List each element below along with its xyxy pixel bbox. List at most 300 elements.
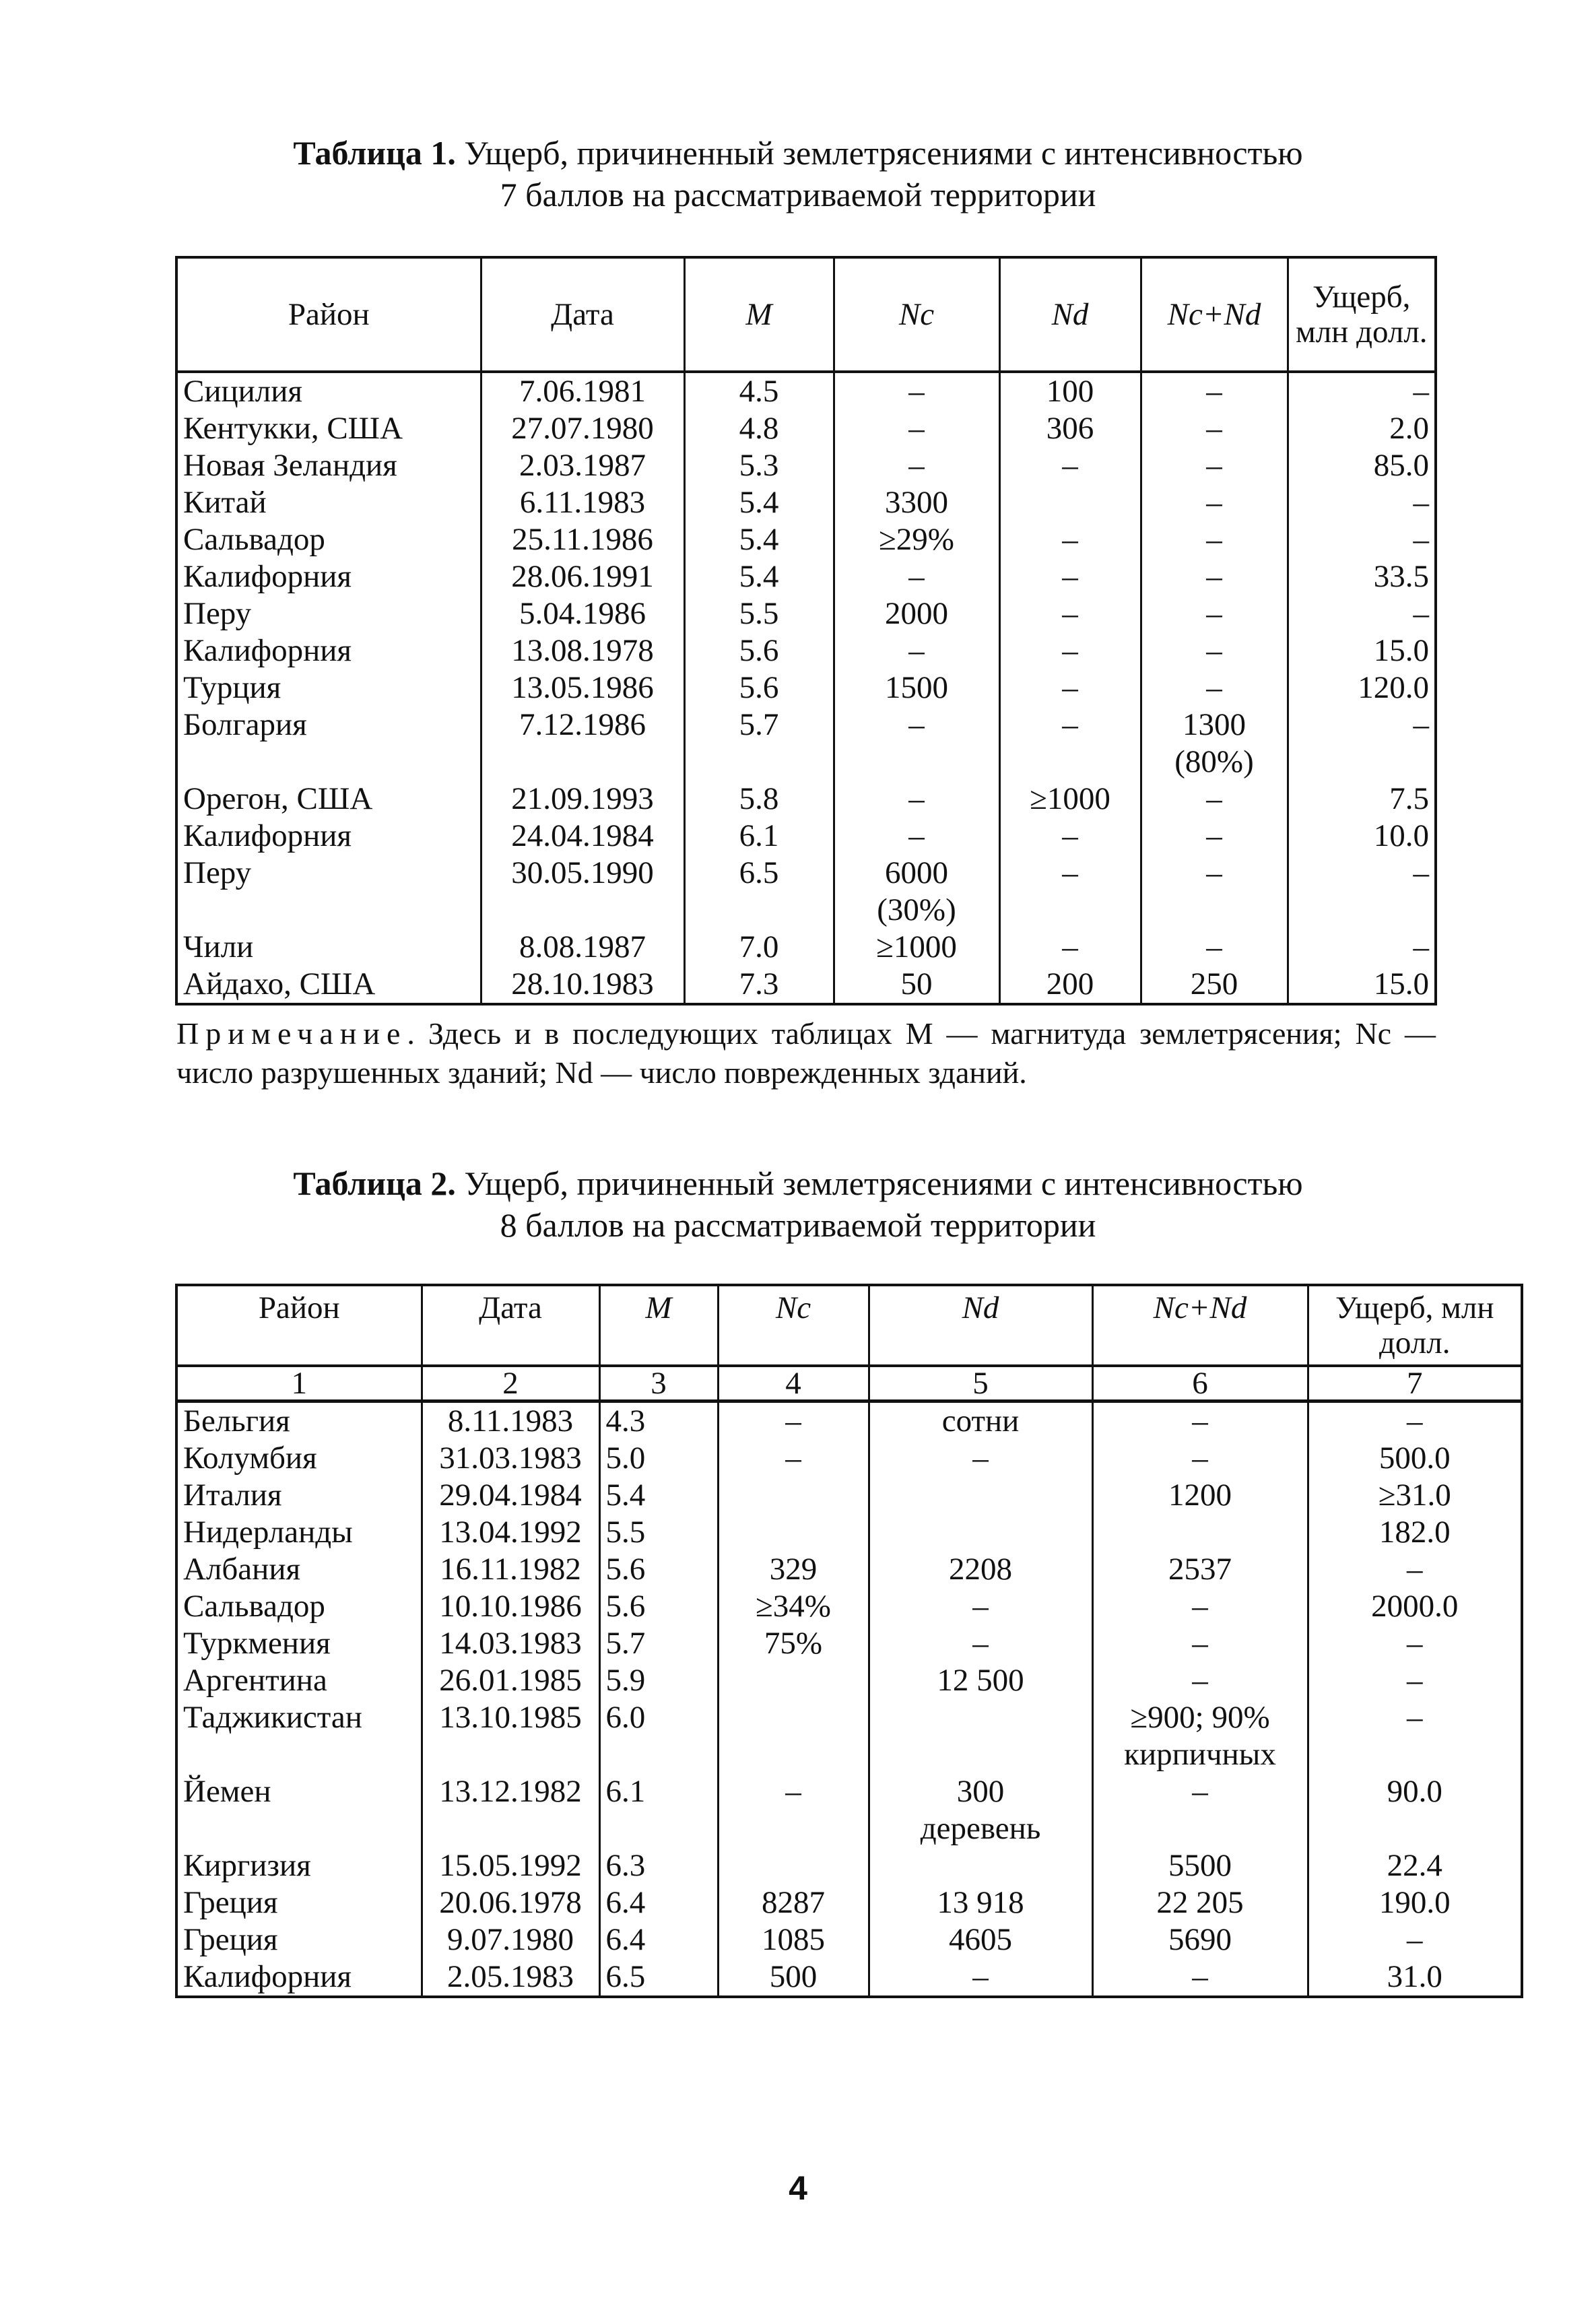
cell-damage: – <box>1308 1625 1522 1662</box>
cell-nd: – <box>869 1588 1092 1625</box>
cell-nd: – <box>869 1958 1092 1997</box>
cell-nc: 500 <box>718 1958 869 1997</box>
cell-region: Киргизия <box>176 1847 422 1884</box>
cell-nc-nd <box>1092 1810 1308 1847</box>
cell-magnitude: 5.0 <box>599 1440 718 1477</box>
cell-magnitude <box>684 892 834 929</box>
cell-date: 27.07.1980 <box>481 410 684 447</box>
cell-magnitude: 6.4 <box>599 1884 718 1921</box>
cell-nc-nd: – <box>1141 855 1288 892</box>
cell-damage: – <box>1288 595 1436 632</box>
table2-header-magnitude: M <box>599 1285 718 1366</box>
table1-header-nc: Nc <box>834 257 999 372</box>
cell-date <box>481 744 684 781</box>
table-row <box>176 1847 1522 1884</box>
cell-nd: – <box>869 1440 1092 1477</box>
cell-nc-nd <box>1092 1514 1308 1551</box>
cell-magnitude: 5.7 <box>684 706 834 744</box>
table-row <box>176 1736 1522 1773</box>
cell-damage: 85.0 <box>1288 447 1436 484</box>
cell-damage: ≥31.0 <box>1308 1477 1522 1514</box>
table-row <box>176 744 1436 781</box>
cell-nc: – <box>834 372 999 410</box>
cell-region: Греция <box>176 1884 422 1921</box>
cell-nc <box>718 1847 869 1884</box>
cell-nc: – <box>718 1401 869 1441</box>
cell-nc-nd: – <box>1141 558 1288 595</box>
cell-magnitude: 6.3 <box>599 1847 718 1884</box>
cell-magnitude: 7.3 <box>684 966 834 1004</box>
table-row <box>176 781 1436 818</box>
cell-nc: 3300 <box>834 484 999 521</box>
cell-date: 8.08.1987 <box>481 929 684 966</box>
table2-colnum: 4 <box>718 1366 869 1401</box>
cell-nc <box>718 1662 869 1699</box>
cell-damage <box>1288 892 1436 929</box>
cell-damage: 15.0 <box>1288 632 1436 669</box>
cell-magnitude: 4.3 <box>599 1401 718 1441</box>
cell-nd: 2208 <box>869 1551 1092 1588</box>
cell-damage: – <box>1308 1401 1522 1441</box>
table2-header-nc: Nc <box>718 1285 869 1366</box>
cell-nd: 13 918 <box>869 1884 1092 1921</box>
cell-region: Сицилия <box>176 372 481 410</box>
cell-region: Греция <box>176 1921 422 1958</box>
cell-date: 13.10.1985 <box>422 1699 599 1736</box>
cell-nc-nd: – <box>1092 1401 1308 1441</box>
table2-colnum: 2 <box>422 1366 599 1401</box>
table2-header-nd: Nd <box>869 1285 1092 1366</box>
cell-date: 21.09.1993 <box>481 781 684 818</box>
cell-magnitude: 5.7 <box>599 1625 718 1662</box>
cell-magnitude: 5.5 <box>684 595 834 632</box>
cell-region: Чили <box>176 929 481 966</box>
cell-nc-nd: 22 205 <box>1092 1884 1308 1921</box>
table1-body <box>176 372 1436 1004</box>
cell-nc-nd <box>1141 892 1288 929</box>
cell-damage: 2000.0 <box>1308 1588 1522 1625</box>
cell-date: 10.10.1986 <box>422 1588 599 1625</box>
table2-header-region: Район <box>176 1285 422 1366</box>
cell-magnitude: 6.5 <box>599 1958 718 1997</box>
cell-nd: – <box>999 706 1141 744</box>
cell-region <box>176 1736 422 1773</box>
cell-magnitude: 5.4 <box>684 484 834 521</box>
cell-nc: 75% <box>718 1625 869 1662</box>
cell-nc-nd: – <box>1141 372 1288 410</box>
cell-nc-nd: – <box>1141 410 1288 447</box>
cell-region: Нидерланды <box>176 1514 422 1551</box>
cell-magnitude: 6.4 <box>599 1921 718 1958</box>
cell-nd: – <box>999 521 1141 558</box>
cell-damage: 22.4 <box>1308 1847 1522 1884</box>
cell-region: Китай <box>176 484 481 521</box>
table1-header-damage: Ущерб, млн долл. <box>1288 257 1436 372</box>
cell-damage <box>1288 744 1436 781</box>
cell-nc-nd: 5500 <box>1092 1847 1308 1884</box>
table-row <box>176 558 1436 595</box>
table-row <box>176 1440 1522 1477</box>
table-row <box>176 1810 1522 1847</box>
cell-nc-nd: – <box>1141 595 1288 632</box>
cell-date: 13.05.1986 <box>481 669 684 706</box>
cell-damage: – <box>1288 929 1436 966</box>
cell-magnitude <box>684 744 834 781</box>
cell-date: 7.12.1986 <box>481 706 684 744</box>
cell-nd <box>999 484 1141 521</box>
cell-nd: деревень <box>869 1810 1092 1847</box>
table2-colnum: 7 <box>1308 1366 1522 1401</box>
cell-damage: – <box>1288 855 1436 892</box>
cell-damage: – <box>1308 1921 1522 1958</box>
cell-damage <box>1308 1810 1522 1847</box>
cell-nc-nd: – <box>1092 1625 1308 1662</box>
cell-nc-nd: – <box>1092 1958 1308 1997</box>
cell-region: Албания <box>176 1551 422 1588</box>
table-row <box>176 447 1436 484</box>
cell-region: Калифорния <box>176 1958 422 1997</box>
cell-region: Перу <box>176 855 481 892</box>
table2-caption <box>0 1162 1596 1246</box>
cell-date: 28.06.1991 <box>481 558 684 595</box>
table-row <box>176 632 1436 669</box>
cell-nc: 1500 <box>834 669 999 706</box>
cell-region <box>176 892 481 929</box>
cell-nc-nd: – <box>1141 484 1288 521</box>
cell-magnitude <box>599 1736 718 1773</box>
cell-nc-nd: 250 <box>1141 966 1288 1004</box>
cell-region: Колумбия <box>176 1440 422 1477</box>
cell-magnitude: 5.4 <box>684 521 834 558</box>
cell-nc: – <box>834 558 999 595</box>
table2-colnum: 1 <box>176 1366 422 1401</box>
cell-nc: – <box>718 1440 869 1477</box>
cell-date: 15.05.1992 <box>422 1847 599 1884</box>
cell-nc-nd: – <box>1092 1773 1308 1810</box>
cell-nc-nd: – <box>1092 1662 1308 1699</box>
cell-nc: – <box>834 447 999 484</box>
cell-nd: – <box>999 929 1141 966</box>
cell-magnitude: 6.1 <box>684 818 834 855</box>
cell-region: Йемен <box>176 1773 422 1810</box>
cell-magnitude: 6.5 <box>684 855 834 892</box>
cell-date: 28.10.1983 <box>481 966 684 1004</box>
cell-region: Калифорния <box>176 818 481 855</box>
cell-nc: – <box>834 818 999 855</box>
cell-nc: (30%) <box>834 892 999 929</box>
cell-nd: 4605 <box>869 1921 1092 1958</box>
cell-damage: – <box>1288 484 1436 521</box>
cell-region: Кентукки, США <box>176 410 481 447</box>
cell-nd <box>869 1847 1092 1884</box>
table1-header-nd: Nd <box>999 257 1141 372</box>
cell-nd <box>869 1514 1092 1551</box>
cell-nd: 200 <box>999 966 1141 1004</box>
cell-date: 2.05.1983 <box>422 1958 599 1997</box>
cell-nc <box>718 1810 869 1847</box>
cell-date: 25.11.1986 <box>481 521 684 558</box>
table-row <box>176 410 1436 447</box>
cell-date: 9.07.1980 <box>422 1921 599 1958</box>
table-row <box>176 1477 1522 1514</box>
cell-nc: ≥29% <box>834 521 999 558</box>
cell-damage: 10.0 <box>1288 818 1436 855</box>
table2 <box>175 1284 1523 1998</box>
cell-region: Сальвадор <box>176 1588 422 1625</box>
cell-nc-nd: (80%) <box>1141 744 1288 781</box>
cell-nd: – <box>999 558 1141 595</box>
page-number: 4 <box>789 2169 807 2207</box>
table2-colnum: 3 <box>599 1366 718 1401</box>
table-row <box>176 892 1436 929</box>
table-row <box>176 1514 1522 1551</box>
table-row <box>176 595 1436 632</box>
cell-damage: 15.0 <box>1288 966 1436 1004</box>
cell-nc: 1085 <box>718 1921 869 1958</box>
cell-date: 13.04.1992 <box>422 1514 599 1551</box>
cell-region: Айдахо, США <box>176 966 481 1004</box>
table-row <box>176 1662 1522 1699</box>
cell-region: Орегон, США <box>176 781 481 818</box>
cell-nc-nd: – <box>1141 521 1288 558</box>
cell-magnitude: 6.0 <box>599 1699 718 1736</box>
cell-magnitude: 7.0 <box>684 929 834 966</box>
cell-region: Италия <box>176 1477 422 1514</box>
cell-date: 13.12.1982 <box>422 1773 599 1810</box>
cell-nc-nd: – <box>1092 1588 1308 1625</box>
cell-magnitude: 5.3 <box>684 447 834 484</box>
table-row <box>176 372 1436 410</box>
cell-magnitude: 5.6 <box>599 1588 718 1625</box>
cell-nc-nd: – <box>1141 447 1288 484</box>
table1-caption <box>0 132 1596 216</box>
cell-damage: – <box>1288 521 1436 558</box>
table-row <box>176 1773 1522 1810</box>
cell-nd: – <box>999 818 1141 855</box>
cell-nc: 6000 <box>834 855 999 892</box>
cell-region: Сальвадор <box>176 521 481 558</box>
cell-region <box>176 744 481 781</box>
cell-damage: 7.5 <box>1288 781 1436 818</box>
cell-damage: 33.5 <box>1288 558 1436 595</box>
cell-region: Туркмения <box>176 1625 422 1662</box>
cell-nc-nd: кирпичных <box>1092 1736 1308 1773</box>
cell-date <box>422 1810 599 1847</box>
cell-nc: – <box>834 781 999 818</box>
cell-region: Болгария <box>176 706 481 744</box>
table1-header-row <box>176 257 1436 372</box>
cell-nc: – <box>834 410 999 447</box>
table-row <box>176 929 1436 966</box>
table-row <box>176 1699 1522 1736</box>
table-row <box>176 1588 1522 1625</box>
cell-nd: 12 500 <box>869 1662 1092 1699</box>
table1-label: Таблица 1. <box>293 134 456 172</box>
cell-nc-nd: 1300 <box>1141 706 1288 744</box>
table-row <box>176 669 1436 706</box>
table-row <box>176 484 1436 521</box>
cell-date: 29.04.1984 <box>422 1477 599 1514</box>
cell-damage: 31.0 <box>1308 1958 1522 1997</box>
table2-label: Таблица 2. <box>293 1164 456 1202</box>
cell-damage: 2.0 <box>1288 410 1436 447</box>
table1-header-region: Район <box>176 257 481 372</box>
note-text: . Здесь и в последующих таблицах M — магнитуда землетрясения; Nc — число разрушенных зданий; Nd — число поврежденных зданий. <box>176 1016 1436 1090</box>
cell-damage: 120.0 <box>1288 669 1436 706</box>
cell-date: 14.03.1983 <box>422 1625 599 1662</box>
cell-region <box>176 1810 422 1847</box>
table1-title: Ущерб, причиненный землетрясениями с интенсивностью <box>455 134 1303 172</box>
table1-header-nc-nd: Nc+Nd <box>1141 257 1288 372</box>
cell-date: 16.11.1982 <box>422 1551 599 1588</box>
table-row <box>176 1625 1522 1662</box>
cell-nd: – <box>999 595 1141 632</box>
cell-magnitude: 5.4 <box>684 558 834 595</box>
table-row <box>176 966 1436 1004</box>
cell-date: 2.03.1987 <box>481 447 684 484</box>
cell-nc <box>718 1736 869 1773</box>
table-row <box>176 1884 1522 1921</box>
cell-nd <box>999 892 1141 929</box>
table-row <box>176 855 1436 892</box>
cell-nc <box>718 1514 869 1551</box>
table-row <box>176 1958 1522 1997</box>
cell-nc <box>718 1699 869 1736</box>
table2-colnum: 6 <box>1092 1366 1308 1401</box>
cell-nd <box>869 1477 1092 1514</box>
cell-nc-nd: 1200 <box>1092 1477 1308 1514</box>
cell-nc-nd: – <box>1141 632 1288 669</box>
cell-damage: – <box>1308 1699 1522 1736</box>
cell-date <box>481 892 684 929</box>
cell-nc-nd: 2537 <box>1092 1551 1308 1588</box>
table-row <box>176 1551 1522 1588</box>
cell-date: 26.01.1985 <box>422 1662 599 1699</box>
cell-nd <box>869 1736 1092 1773</box>
cell-region: Аргентина <box>176 1662 422 1699</box>
cell-nc-nd: – <box>1141 818 1288 855</box>
cell-date: 13.08.1978 <box>481 632 684 669</box>
cell-magnitude: 5.5 <box>599 1514 718 1551</box>
cell-nc: – <box>834 632 999 669</box>
table1-header-date: Дата <box>481 257 684 372</box>
cell-damage: 500.0 <box>1308 1440 1522 1477</box>
cell-damage: – <box>1308 1551 1522 1588</box>
cell-nd <box>869 1699 1092 1736</box>
table2-colnum: 5 <box>869 1366 1092 1401</box>
cell-nc: 2000 <box>834 595 999 632</box>
cell-region: Новая Зеландия <box>176 447 481 484</box>
cell-nc <box>718 1477 869 1514</box>
cell-magnitude: 5.6 <box>599 1551 718 1588</box>
cell-region: Таджикистан <box>176 1699 422 1736</box>
cell-date: 5.04.1986 <box>481 595 684 632</box>
cell-nd: 306 <box>999 410 1141 447</box>
cell-damage: – <box>1308 1662 1522 1699</box>
cell-nd: – <box>869 1625 1092 1662</box>
table1-title-line2: 7 баллов на рассматриваемой территории <box>500 176 1096 213</box>
cell-date: 6.11.1983 <box>481 484 684 521</box>
cell-nc: ≥34% <box>718 1588 869 1625</box>
cell-region: Турция <box>176 669 481 706</box>
table-row <box>176 1921 1522 1958</box>
table-row <box>176 1401 1522 1441</box>
cell-nc-nd: – <box>1141 669 1288 706</box>
cell-nd <box>999 744 1141 781</box>
cell-nc: – <box>834 706 999 744</box>
cell-nc-nd: – <box>1092 1440 1308 1477</box>
cell-nc: ≥1000 <box>834 929 999 966</box>
cell-date: 20.06.1978 <box>422 1884 599 1921</box>
cell-nc: 329 <box>718 1551 869 1588</box>
cell-magnitude: 5.9 <box>599 1662 718 1699</box>
cell-magnitude: 5.6 <box>684 632 834 669</box>
table2-header-date: Дата <box>422 1285 599 1366</box>
table1-note <box>176 1014 1436 1092</box>
table2-title-line2: 8 баллов на рассматриваемой территории <box>500 1206 1096 1244</box>
cell-nd: – <box>999 669 1141 706</box>
cell-magnitude: 5.8 <box>684 781 834 818</box>
cell-nd: – <box>999 855 1141 892</box>
cell-date: 31.03.1983 <box>422 1440 599 1477</box>
cell-nc-nd: 5690 <box>1092 1921 1308 1958</box>
cell-nd: – <box>999 632 1141 669</box>
cell-date: 7.06.1981 <box>481 372 684 410</box>
cell-nd: 100 <box>999 372 1141 410</box>
cell-region: Бельгия <box>176 1401 422 1441</box>
cell-damage: – <box>1288 372 1436 410</box>
table1 <box>175 256 1437 1005</box>
cell-magnitude: 5.6 <box>684 669 834 706</box>
cell-nc: 50 <box>834 966 999 1004</box>
cell-region: Калифорния <box>176 558 481 595</box>
cell-nd: – <box>999 447 1141 484</box>
cell-magnitude: 6.1 <box>599 1773 718 1810</box>
cell-region: Калифорния <box>176 632 481 669</box>
table2-header-nc-nd: Nc+Nd <box>1092 1285 1308 1366</box>
cell-magnitude: 4.8 <box>684 410 834 447</box>
cell-damage: 190.0 <box>1308 1884 1522 1921</box>
cell-nc: 8287 <box>718 1884 869 1921</box>
table1-header-magnitude: M <box>684 257 834 372</box>
cell-damage <box>1308 1736 1522 1773</box>
cell-date: 24.04.1984 <box>481 818 684 855</box>
cell-nd: сотни <box>869 1401 1092 1441</box>
cell-damage: – <box>1288 706 1436 744</box>
cell-date: 30.05.1990 <box>481 855 684 892</box>
table-row <box>176 818 1436 855</box>
note-label: Примечание <box>176 1016 407 1051</box>
table2-column-number-row <box>176 1366 1522 1401</box>
cell-nc <box>834 744 999 781</box>
table2-header-row <box>176 1285 1522 1366</box>
cell-date: 8.11.1983 <box>422 1401 599 1441</box>
cell-magnitude <box>599 1810 718 1847</box>
table-row <box>176 706 1436 744</box>
cell-nc-nd: – <box>1141 929 1288 966</box>
cell-date <box>422 1736 599 1773</box>
cell-nd: ≥1000 <box>999 781 1141 818</box>
table2-body <box>176 1401 1522 1998</box>
table2-title: Ущерб, причиненный землетрясениями с интенсивностью <box>455 1164 1303 1202</box>
cell-nc-nd: ≥900; 90% <box>1092 1699 1308 1736</box>
cell-nc: – <box>718 1773 869 1810</box>
table-row <box>176 521 1436 558</box>
cell-magnitude: 4.5 <box>684 372 834 410</box>
cell-damage: 182.0 <box>1308 1514 1522 1551</box>
cell-region: Перу <box>176 595 481 632</box>
cell-nd: 300 <box>869 1773 1092 1810</box>
